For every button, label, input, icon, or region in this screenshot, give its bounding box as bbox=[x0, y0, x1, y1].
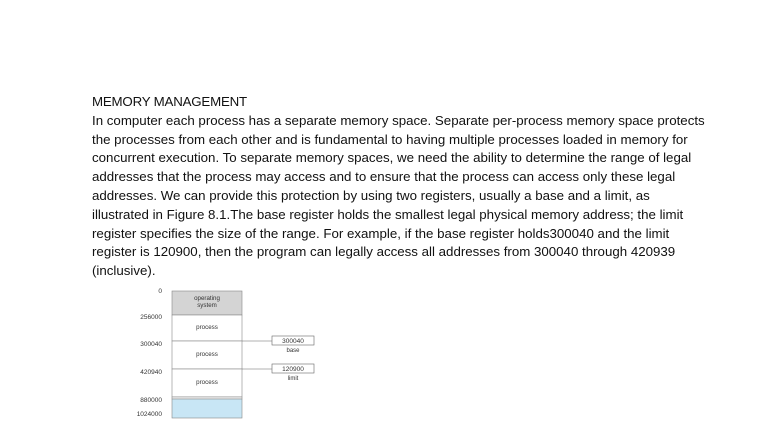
segment-label: process bbox=[196, 324, 218, 331]
base-register-label: base bbox=[286, 348, 300, 354]
base-register-value: 300040 bbox=[282, 338, 304, 345]
address-label: 880000 bbox=[140, 397, 162, 404]
high-memory-segment bbox=[172, 399, 242, 418]
paragraph-line: addresses that the process may access and to ensure that the process can access only these legal bbox=[92, 169, 676, 185]
memory-layout-figure bbox=[110, 283, 350, 423]
section-heading: MEMORY MANAGEMENT bbox=[92, 94, 247, 109]
address-label: 0 bbox=[158, 288, 162, 295]
paragraph-line: addresses. We can provide this protection by using two registers, usually a base and a limit, as bbox=[92, 187, 650, 203]
paragraph-line: illustrated in Figure 8.1.The base register holds the smallest legal physical memory address; the limit bbox=[92, 206, 684, 222]
limit-register-value: 120900 bbox=[282, 366, 304, 373]
segment-label: operating bbox=[194, 295, 220, 302]
address-label: 300040 bbox=[140, 341, 162, 348]
paragraph-line: concurrent execution. To separate memory spaces, we need the ability to determine the range of legal bbox=[92, 150, 692, 166]
document-body bbox=[92, 93, 742, 281]
address-label: 1024000 bbox=[136, 411, 162, 418]
address-label: 256000 bbox=[140, 314, 162, 321]
paragraph-line: register specifies the size of the range. For example, if the base register holds300040 and the limit bbox=[92, 225, 670, 241]
paragraph-line: register is 120900, then the program can legally access all addresses from 300040 through 420939 bbox=[92, 244, 676, 260]
paragraph-line: (inclusive). bbox=[92, 263, 156, 279]
memory-diagram bbox=[110, 283, 350, 423]
segment-label: system bbox=[197, 302, 217, 309]
address-label: 420940 bbox=[140, 369, 162, 376]
segment-label: process bbox=[196, 351, 218, 358]
next-line-cutoff bbox=[100, 436, 580, 441]
paragraph-line: In computer each process has a separate memory space. Separate per-process memory space protects bbox=[92, 112, 705, 128]
segment-label: process bbox=[196, 379, 218, 386]
limit-register-label: limit bbox=[287, 376, 299, 382]
paragraph-line: the processes from each other and is fundamental to having multiple processes loaded in memory for bbox=[92, 131, 688, 147]
